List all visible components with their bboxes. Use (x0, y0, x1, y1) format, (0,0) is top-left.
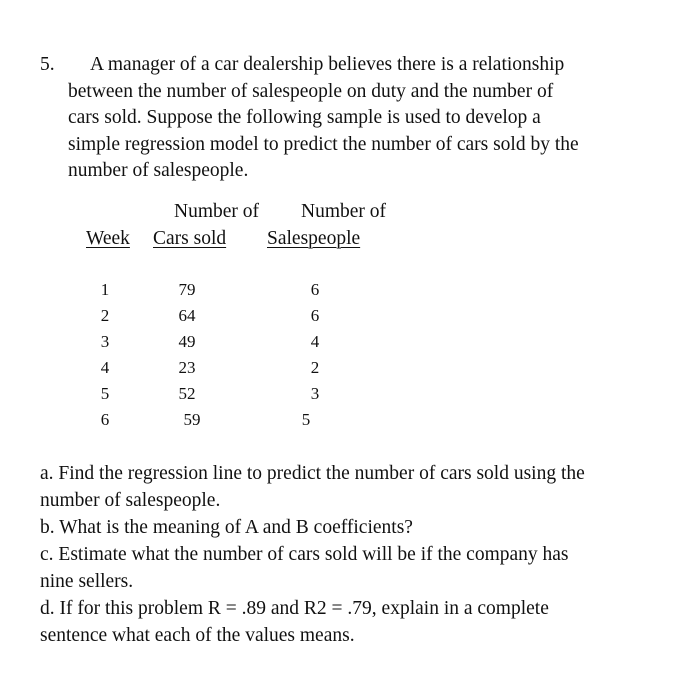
question-c: c. Estimate what the number of cars sold will be if the company has (40, 544, 569, 565)
cell-cars: 49 (178, 332, 196, 351)
header-cars-sold: Cars sold (153, 228, 227, 249)
question-b: b. What is the meaning of A and B coefficients? (40, 517, 413, 538)
problem-line: number of salespeople. (68, 160, 249, 181)
question-a: a. Find the regression line to predict the number of cars sold using the (40, 463, 585, 484)
cell-cars: 79 (178, 280, 196, 299)
cell-sales: 3 (310, 384, 320, 403)
problem-line-text: A manager of a car dealership believes there is a relationship (90, 54, 565, 75)
cell-cars: 59 (183, 410, 201, 429)
problem-statement (40, 52, 579, 185)
question-c-cont: nine sellers. (40, 571, 134, 592)
cell-week: 5 (100, 384, 110, 403)
cell-week: 2 (100, 306, 110, 325)
problem-number: 5. (40, 54, 55, 75)
header-cars-top: Number of (174, 201, 260, 222)
cell-cars: 64 (178, 306, 196, 325)
question-d-cont: sentence what each of the values means. (40, 625, 355, 646)
cell-sales: 5 (301, 410, 311, 429)
header-week: Week (86, 228, 130, 249)
problem-line (40, 52, 579, 79)
cell-sales: 2 (310, 358, 320, 377)
question-d: d. If for this problem R = .89 and R2 = .79, explain in a complete (40, 598, 549, 619)
problem-line: between the number of salespeople on duty and the number of (68, 80, 554, 102)
cell-cars: 52 (178, 384, 196, 403)
cell-sales: 4 (310, 332, 320, 351)
problem-line: simple regression model to predict the number of cars sold by the (68, 133, 579, 155)
cell-sales: 6 (310, 306, 320, 325)
cell-week: 1 (100, 280, 110, 299)
header-sales-top: Number of (301, 201, 387, 222)
cell-week: 6 (100, 410, 110, 429)
question-a-cont: number of salespeople. (40, 490, 221, 511)
questions (40, 460, 585, 649)
cell-sales: 6 (310, 280, 320, 299)
cell-week: 4 (100, 358, 110, 377)
cell-cars: 23 (178, 358, 196, 377)
cell-week: 3 (100, 332, 110, 351)
problem-line: cars sold. Suppose the following sample is used to develop a (68, 107, 541, 128)
header-salespeople: Salespeople (267, 228, 361, 249)
